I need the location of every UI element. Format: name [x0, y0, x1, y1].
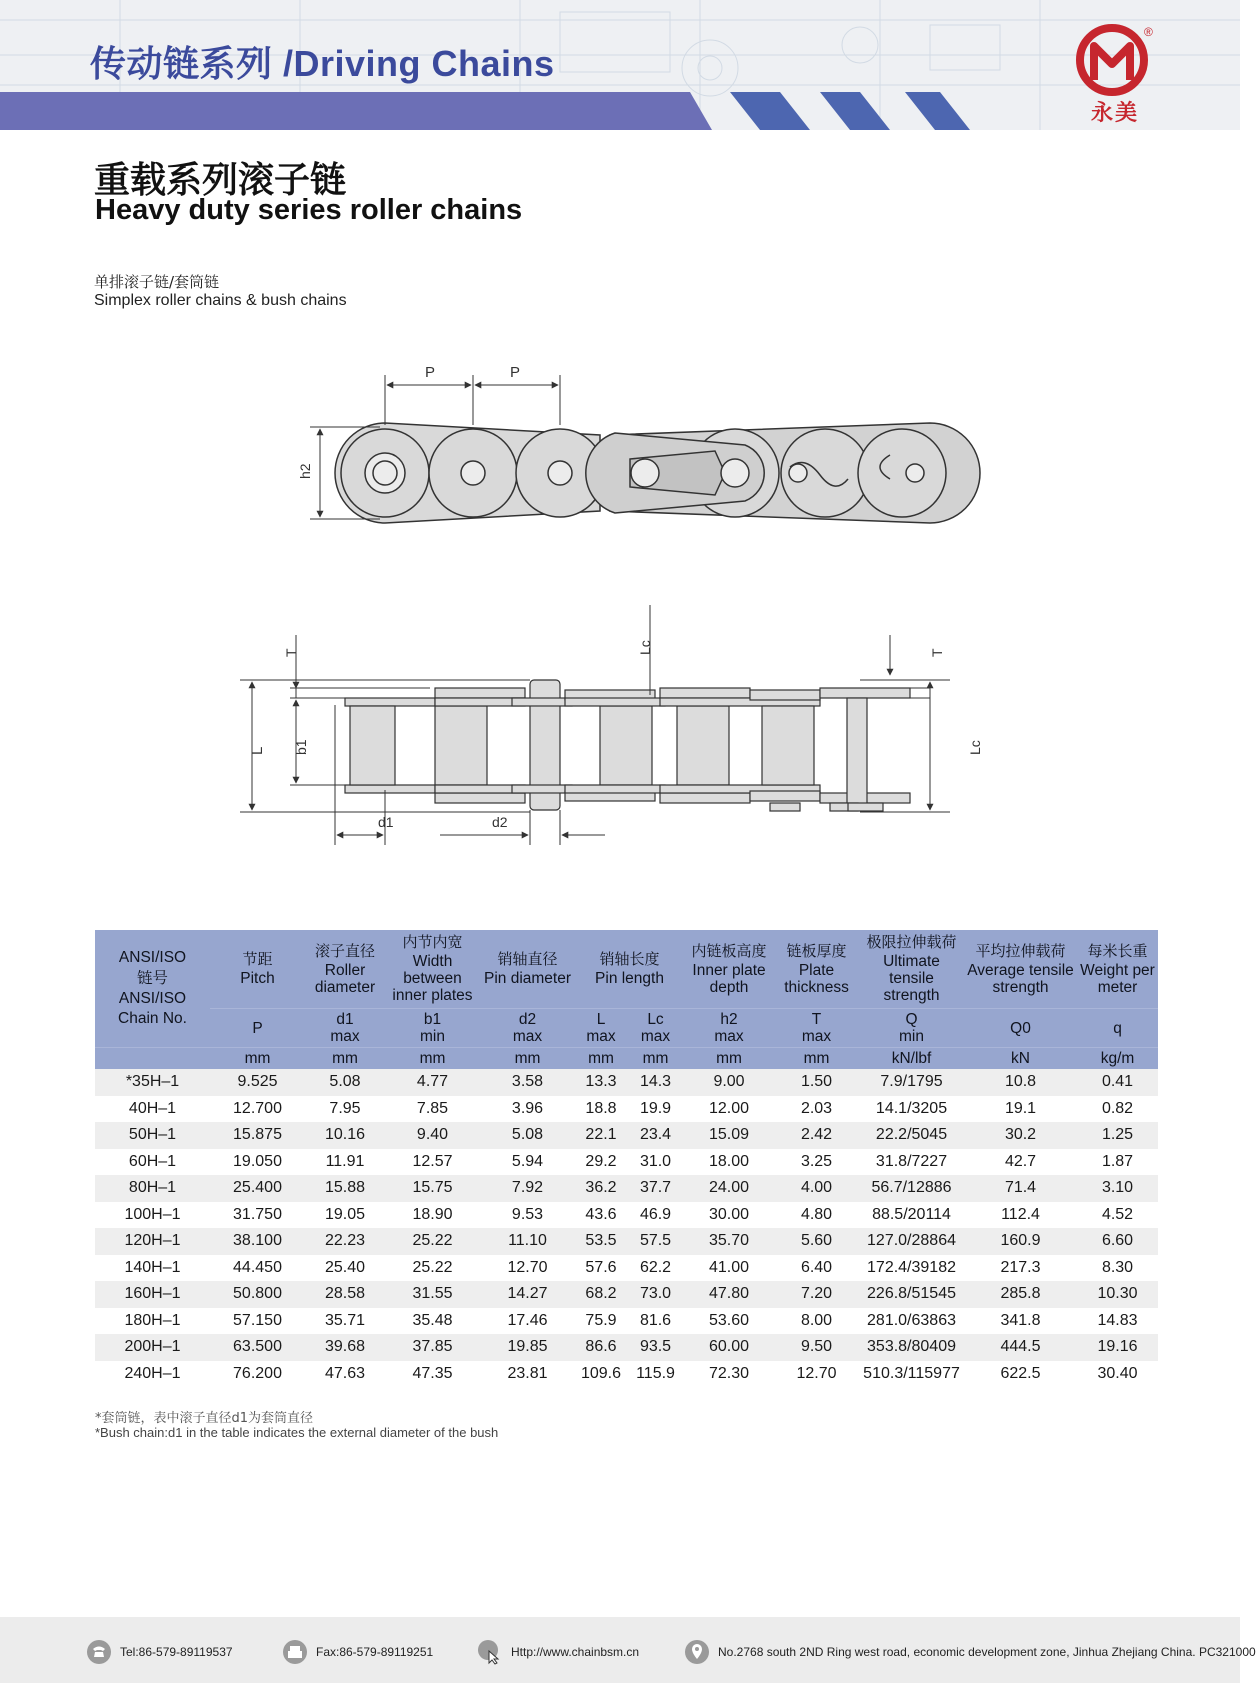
table-cell: 510.3/115977	[859, 1361, 964, 1388]
table-cell: 36.2	[575, 1175, 627, 1202]
label-lc-top: Lc	[637, 640, 653, 655]
table-cell: 81.6	[627, 1308, 684, 1335]
footer-address: No.2768 south 2ND Ring west road, economic development zone, Jinhua Zhejiang China. PC321000	[684, 1639, 1256, 1665]
unit-pin-dia: mm	[480, 1048, 575, 1070]
col-pitch-header: 节距 Pitch	[210, 930, 305, 1009]
subheading-cn: 单排滚子链/套筒链	[94, 273, 220, 291]
table-cell: 5.94	[480, 1149, 575, 1176]
table-cell: 1.87	[1077, 1149, 1158, 1176]
spec-table-body	[95, 1069, 1158, 1387]
table-cell: 30.40	[1077, 1361, 1158, 1388]
table-cell: 19.16	[1077, 1334, 1158, 1361]
table-cell: 38.100	[210, 1228, 305, 1255]
table-cell: 47.80	[684, 1281, 774, 1308]
table-cell: 7.92	[480, 1175, 575, 1202]
table-cell: 25.22	[385, 1255, 480, 1282]
label-t-left: T	[283, 648, 299, 657]
table-cell: 0.82	[1077, 1096, 1158, 1123]
table-cell: 30.00	[684, 1202, 774, 1229]
location-pin-icon	[684, 1639, 710, 1665]
table-cell: 57.6	[575, 1255, 627, 1282]
table-cell: 11.10	[480, 1228, 575, 1255]
table-cell: 50.800	[210, 1281, 305, 1308]
company-logo	[1072, 24, 1172, 124]
table-cell: 9.40	[385, 1122, 480, 1149]
table-cell: 5.08	[480, 1122, 575, 1149]
label-h2: h2	[297, 463, 313, 479]
chain-no-cell: 160H–1	[95, 1281, 210, 1308]
table-cell: 39.68	[305, 1334, 385, 1361]
label-p2: P	[510, 364, 521, 381]
table-cell: 25.40	[305, 1255, 385, 1282]
unit-depth: mm	[684, 1048, 774, 1070]
table-cell: 62.2	[627, 1255, 684, 1282]
table-cell: 12.57	[385, 1149, 480, 1176]
col-plate-depth-header: 内链板高度 Inner plate depth	[684, 930, 774, 1009]
table-cell: 444.5	[964, 1334, 1077, 1361]
logo-mark-icon	[1072, 24, 1158, 96]
table-cell: 35.70	[684, 1228, 774, 1255]
table-cell: 57.5	[627, 1228, 684, 1255]
table-cell: 9.53	[480, 1202, 575, 1229]
table-cell: 18.00	[684, 1149, 774, 1176]
table-cell: 28.58	[305, 1281, 385, 1308]
table-row	[95, 1122, 1158, 1149]
table-row	[95, 1096, 1158, 1123]
col-width-header: 内节内宽 Width between inner plates	[385, 930, 480, 1009]
chain-top-view	[345, 680, 910, 811]
table-cell: 57.150	[210, 1308, 305, 1335]
table-cell: 19.9	[627, 1096, 684, 1123]
chain-no-cell: 50H–1	[95, 1122, 210, 1149]
table-cell: 23.81	[480, 1361, 575, 1388]
table-cell: 6.40	[774, 1255, 859, 1282]
table-cell: 226.8/51545	[859, 1281, 964, 1308]
table-cell: 15.88	[305, 1175, 385, 1202]
table-cell: 160.9	[964, 1228, 1077, 1255]
table-cell: 86.6	[575, 1334, 627, 1361]
chain-no-header: ANSI/ISO 链号 ANSI/ISO Chain No.	[95, 930, 210, 1048]
table-cell: 41.00	[684, 1255, 774, 1282]
table-cell: 42.7	[964, 1149, 1077, 1176]
page-heading-en: Heavy duty series roller chains	[95, 194, 523, 226]
table-cell: 217.3	[964, 1255, 1077, 1282]
table-cell: 22.2/5045	[859, 1122, 964, 1149]
note-en: *Bush chain:d1 in the table indicates the external diameter of the bush	[95, 1425, 499, 1440]
web-icon	[477, 1639, 503, 1665]
table-cell: 60.00	[684, 1334, 774, 1361]
table-cell: 0.41	[1077, 1069, 1158, 1096]
sym-h2: h2 max	[684, 1009, 774, 1048]
footer-web[interactable]: Http://www.chainbsm.cn	[477, 1639, 639, 1665]
sym-l: L max	[575, 1009, 627, 1048]
table-cell: 7.20	[774, 1281, 859, 1308]
label-t-right: T	[929, 648, 945, 657]
table-cell: 112.4	[964, 1202, 1077, 1229]
table-cell: 93.5	[627, 1334, 684, 1361]
chain-no-cell: *35H–1	[95, 1069, 210, 1096]
table-cell: 4.80	[774, 1202, 859, 1229]
table-cell: 35.48	[385, 1308, 480, 1335]
table-cell: 3.25	[774, 1149, 859, 1176]
chain-no-cell: 40H–1	[95, 1096, 210, 1123]
label-b1: b1	[293, 739, 309, 755]
registered-mark: ®	[1144, 25, 1153, 39]
table-cell: 2.42	[774, 1122, 859, 1149]
col-roller-header: 滚子直径 Roller diameter	[305, 930, 385, 1009]
col-pin-dia-header: 销轴直径 Pin diameter	[480, 930, 575, 1009]
table-cell: 19.050	[210, 1149, 305, 1176]
table-cell: 19.85	[480, 1334, 575, 1361]
table-cell: 24.00	[684, 1175, 774, 1202]
table-row	[95, 1361, 1158, 1388]
unit-pitch: mm	[210, 1048, 305, 1070]
table-cell: 9.50	[774, 1334, 859, 1361]
sym-lc: Lc max	[627, 1009, 684, 1048]
units-row	[95, 1048, 1158, 1070]
page-heading-cn: 重载系列滚子链	[94, 160, 347, 201]
table-cell: 8.00	[774, 1308, 859, 1335]
table-cell: 10.30	[1077, 1281, 1158, 1308]
table-cell: 9.525	[210, 1069, 305, 1096]
table-cell: 47.63	[305, 1361, 385, 1388]
table-cell: 47.35	[385, 1361, 480, 1388]
table-cell: 622.5	[964, 1361, 1077, 1388]
table-cell: 10.16	[305, 1122, 385, 1149]
chain-no-cell: 80H–1	[95, 1175, 210, 1202]
table-cell: 22.1	[575, 1122, 627, 1149]
chain-no-cell: 120H–1	[95, 1228, 210, 1255]
table-cell: 37.7	[627, 1175, 684, 1202]
label-lc-right: Lc	[967, 740, 983, 755]
table-cell: 53.5	[575, 1228, 627, 1255]
table-cell: 5.08	[305, 1069, 385, 1096]
table-cell: 63.500	[210, 1334, 305, 1361]
table-cell: 71.4	[964, 1175, 1077, 1202]
table-cell: 44.450	[210, 1255, 305, 1282]
table-cell: 1.50	[774, 1069, 859, 1096]
chain-no-cell: 100H–1	[95, 1202, 210, 1229]
note-cn: *套筒链，表中滚子直径d1为套筒直径	[95, 1411, 314, 1426]
table-cell: 18.90	[385, 1202, 480, 1229]
table-row	[95, 1255, 1158, 1282]
table-cell: 43.6	[575, 1202, 627, 1229]
table-cell: 172.4/39182	[859, 1255, 964, 1282]
unit-average: kN	[964, 1048, 1077, 1070]
spec-table	[95, 930, 1158, 1387]
section-title: 传动链系列 /Driving Chains	[90, 43, 555, 84]
table-cell: 14.1/3205	[859, 1096, 964, 1123]
footer-tel: Tel:86-579-89119537	[86, 1639, 233, 1665]
table-cell: 25.400	[210, 1175, 305, 1202]
chain-no-cell: 140H–1	[95, 1255, 210, 1282]
table-cell: 5.60	[774, 1228, 859, 1255]
col-plate-thickness-header: 链板厚度 Plate thickness	[774, 930, 859, 1009]
col-weight-header: 每米长重 Weight per meter	[1077, 930, 1158, 1009]
table-cell: 2.03	[774, 1096, 859, 1123]
table-cell: 31.750	[210, 1202, 305, 1229]
table-cell: 23.4	[627, 1122, 684, 1149]
label-d1: d1	[378, 814, 394, 830]
table-cell: 115.9	[627, 1361, 684, 1388]
unit-weight: kg/m	[1077, 1048, 1158, 1070]
table-cell: 31.55	[385, 1281, 480, 1308]
table-cell: 10.8	[964, 1069, 1077, 1096]
label-l: L	[249, 746, 266, 755]
table-cell: 19.1	[964, 1096, 1077, 1123]
header-band	[0, 92, 1240, 130]
col-pin-length-header: 销轴长度 Pin length	[575, 930, 684, 1009]
table-cell: 6.60	[1077, 1228, 1158, 1255]
col-ultimate-header: 极限拉伸载荷 Ultimate tensile strength	[859, 930, 964, 1009]
table-cell: 1.25	[1077, 1122, 1158, 1149]
table-cell: 8.30	[1077, 1255, 1158, 1282]
table-row	[95, 1308, 1158, 1335]
table-cell: 18.8	[575, 1096, 627, 1123]
subheading-en: Simplex roller chains & bush chains	[94, 292, 347, 309]
table-cell: 68.2	[575, 1281, 627, 1308]
table-cell: 14.27	[480, 1281, 575, 1308]
table-cell: 7.85	[385, 1096, 480, 1123]
table-cell: 12.00	[684, 1096, 774, 1123]
unit-ultimate: kN/lbf	[859, 1048, 964, 1070]
footer-fax: Fax:86-579-89119251	[282, 1639, 433, 1665]
table-cell: 285.8	[964, 1281, 1077, 1308]
table-cell: 11.91	[305, 1149, 385, 1176]
table-cell: 75.9	[575, 1308, 627, 1335]
table-cell: 22.23	[305, 1228, 385, 1255]
col-average-header: 平均拉伸载荷 Average tensile strength	[964, 930, 1077, 1009]
unit-thickness: mm	[774, 1048, 859, 1070]
table-cell: 3.96	[480, 1096, 575, 1123]
unit-l: mm	[575, 1048, 627, 1070]
table-cell: 72.30	[684, 1361, 774, 1388]
table-cell: 12.700	[210, 1096, 305, 1123]
table-cell: 7.95	[305, 1096, 385, 1123]
label-p1: P	[425, 364, 436, 381]
sym-q: Q min	[859, 1009, 964, 1048]
table-cell: 12.70	[480, 1255, 575, 1282]
table-cell: 14.83	[1077, 1308, 1158, 1335]
table-row	[95, 1149, 1158, 1176]
table-cell: 3.58	[480, 1069, 575, 1096]
chain-no-cell: 60H–1	[95, 1149, 210, 1176]
table-cell: 15.875	[210, 1122, 305, 1149]
chain-diagram	[230, 364, 1030, 855]
table-cell: 76.200	[210, 1361, 305, 1388]
table-cell: 73.0	[627, 1281, 684, 1308]
table-cell: 30.2	[964, 1122, 1077, 1149]
page-header	[0, 0, 1240, 130]
table-cell: 4.77	[385, 1069, 480, 1096]
table-row	[95, 1334, 1158, 1361]
label-d2: d2	[492, 814, 508, 830]
sym-q-weight: q	[1077, 1009, 1158, 1048]
table-cell: 19.05	[305, 1202, 385, 1229]
table-cell: 25.22	[385, 1228, 480, 1255]
pitch-dimension	[385, 375, 560, 425]
chain-no-cell: 240H–1	[95, 1361, 210, 1388]
table-cell: 15.75	[385, 1175, 480, 1202]
chain-no-cell: 180H–1	[95, 1308, 210, 1335]
table-row	[95, 1175, 1158, 1202]
sym-d2: d2 max	[480, 1009, 575, 1048]
fax-icon	[282, 1639, 308, 1665]
table-cell: 53.60	[684, 1308, 774, 1335]
table-cell: 7.9/1795	[859, 1069, 964, 1096]
table-cell: 4.00	[774, 1175, 859, 1202]
sym-q0: Q0	[964, 1009, 1077, 1048]
unit-lc: mm	[627, 1048, 684, 1070]
table-cell: 127.0/28864	[859, 1228, 964, 1255]
table-cell: 31.8/7227	[859, 1149, 964, 1176]
table-cell: 29.2	[575, 1149, 627, 1176]
sym-p: P	[210, 1009, 305, 1048]
table-cell: 12.70	[774, 1361, 859, 1388]
table-row	[95, 1069, 1158, 1096]
table-cell: 46.9	[627, 1202, 684, 1229]
table-row	[95, 1228, 1158, 1255]
sym-b1: b1 min	[385, 1009, 480, 1048]
table-cell: 15.09	[684, 1122, 774, 1149]
sym-t: T max	[774, 1009, 859, 1048]
table-cell: 4.52	[1077, 1202, 1158, 1229]
table-cell: 9.00	[684, 1069, 774, 1096]
table-cell: 37.85	[385, 1334, 480, 1361]
table-cell: 3.10	[1077, 1175, 1158, 1202]
unit-roller: mm	[305, 1048, 385, 1070]
table-cell: 109.6	[575, 1361, 627, 1388]
table-cell: 13.3	[575, 1069, 627, 1096]
table-row	[95, 1202, 1158, 1229]
table-cell: 35.71	[305, 1308, 385, 1335]
sym-d1: d1 max	[305, 1009, 385, 1048]
table-cell: 353.8/80409	[859, 1334, 964, 1361]
table-cell: 281.0/63863	[859, 1308, 964, 1335]
table-cell: 56.7/12886	[859, 1175, 964, 1202]
table-cell: 14.3	[627, 1069, 684, 1096]
table-cell: 88.5/20114	[859, 1202, 964, 1229]
table-row	[95, 1281, 1158, 1308]
table-cell: 341.8	[964, 1308, 1077, 1335]
phone-icon	[86, 1639, 112, 1665]
brand-name: 永美	[1090, 100, 1139, 125]
unit-width: mm	[385, 1048, 480, 1070]
chain-no-cell: 200H–1	[95, 1334, 210, 1361]
table-cell: 17.46	[480, 1308, 575, 1335]
table-cell: 31.0	[627, 1149, 684, 1176]
